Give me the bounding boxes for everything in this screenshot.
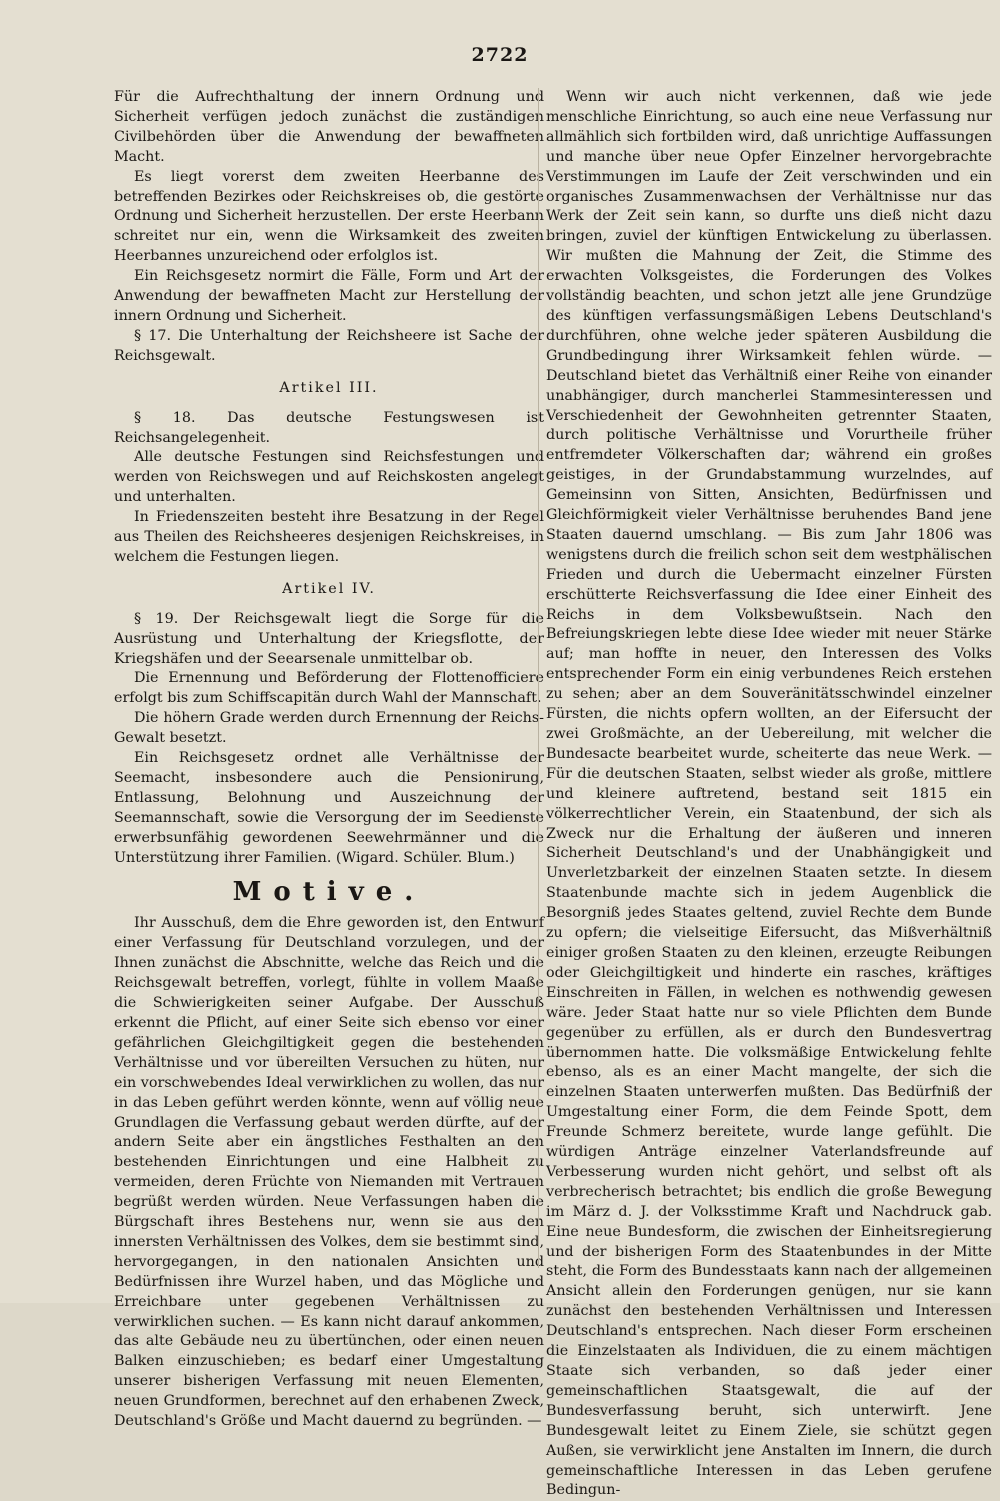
paragraph: Ihr Ausschuß, dem die Ehre geworden ist, den Entwurf einer Verfassung für Deutschland vorzulegen, und der Ihnen zunächst die Abschnitte, welche das Reich und die Reichsgewalt betreffen, vorlegt, fühlte in vollem Maaße die Schwierigkeiten seiner Aufgabe. Der Ausschuß erkennt die Pflicht, auf einer Seite sich ebenso vor einer gefährlichen Gleichgiltigkeit gegen die bestehenden Verhältnisse und vor übereilten Versuchen zu hüten, nur ein vorschwebendes Ideal verwirklichen zu wollen, das nur in das Leben geführt werden könnte, wenn auf völlig neue Grundlagen die Verfassung gebaut werden dürfte, auf der andern Seite aber ein ängstliches Festhalten an den bestehenden Einrichtungen und eine Halbheit zu vermeiden, deren Früchte von Niemanden mit Vertrauen begrüßt werden würden. Neue Verfassungen haben die Bürgschaft ihres Bestehens nur, wenn sie aus den innersten Verhältnissen des Volkes, dem sie bestimmt sind, hervorgegangen, in den nationalen Ansichten und Bedürfnissen ihre Wurzel haben, und das Mögliche und Erreichbare unter gegebenen Verhältnissen zu verwirklichen suchen. — Es kann nicht darauf ankommen, das alte Gebäude neu zu übertünchen, oder einen neuen Balken einzuschieben; es bedarf einer Umgestaltung unserer bisherigen Verfassung mit neuen Elementen, neuen Grundformen, berechnet auf den erhabenen Zweck, Deutschland's Größe und Macht dauernd zu begründen. —	[114, 915, 544, 1430]
paragraph: Alle deutsche Festungen sind Reichsfestungen und werden von Reichswegen und auf Reichskosten angelegt und unterhalten.	[114, 449, 544, 506]
paragraph: Es liegt vorerst dem zweiten Heerbanne des betreffenden Bezirkes oder Reichskreises ob, die gestörte Ordnung und Sicherheit herzustellen. Der erste Heerbann schreitet nur ein, wenn die Wirksamkeit des zweiten Heerbannes unzureichend oder erfolglos ist.	[114, 168, 544, 265]
page-number: 2722	[471, 44, 529, 66]
paragraph: Wenn wir auch nicht verkennen, daß wie jede menschliche Einrichtung, so auch eine neue Verfassung nur allmählich sich fortbilden wird, daß unrichtige Auffassungen und manche über neue Opfer Einzelner hervorgebrachte Verstimmungen im Laufe der Zeit verschwinden und ein organisches Zusammenwachsen der Verhältnisse nur das Werk der Zeit sein kann, so durfte uns dieß nicht dazu bringen, zuviel der künftigen Entwickelung zu überlassen. Wir mußten die Mahnung der Zeit, die Stimme des erwachten Volksgeistes, die Forderungen des Volkes vollständig beachten, und schon jetzt alle jene Grundzüge des künftigen verfassungsmäßigen Lebens Deutschland's durchführen, ohne welche jeder späteren Ausbildung die Grundbedingung ihrer Wirksamkeit fehlen würde. — Deutschland bietet das Verhältniß einer Reihe von einander unabhängiger, durch mancherlei Stammesinteressen und Verschiedenheit der Gewohnheiten getrennter Staaten, durch politische Verhältnisse und Vorurtheile früher entfremdeter Völkerschaften dar; während ein großes geistiges, in der Grundabstammung wurzelndes, auf Gemeinsinn von Sitten, Ansichten, Bedürfnissen und Gleichförmigkeit vieler Verhältnisse beruhendes Band jene Staaten dauernd umschlang. — Bis zum Jahr 1806 was wenigstens durch die freilich schon seit dem westphälischen Frieden und durch die Uebermacht einzelner Fürsten erschütterte Reichsverfassung die Idee einer Einheit des Reichs in dem Volksbewußtsein. Nach den Befreiungskriegen lebte diese Idee wieder mit neuer Stärke auf; man hoffte in neuer, den Interessen des Volks entsprechender Form ein einig verbundenes Reich erstehen zu sehen; aber an dem Souveränitätsschwindel einzelner Fürsten, die nichts opfern wollten, an der Eifersucht der zwei Großmächte, an der Uebereilung, mit welcher die Bundesacte bearbeitet wurde, scheiterte das neue Werk. — Für die deutschen Staaten, selbst wieder als große, mittlere und kleinere auftretend, bestand seit 1815 ein völkerrechtlicher Verein, ein Staatenbund, der sich als Zweck nur die Erhaltung der äußeren und inneren Sicherheit Deutschland's und der Unabhängigkeit und Unverletzbarkeit der einzelnen Staaten setzte. In diesem Staatenbunde machte sich in jedem Augenblick die Besorgniß jedes Staates geltend, zuviel Rechte dem Bunde zu opfern; die vielseitige Eifersucht, das Mißverhältniß einiger großen Staaten zu den kleinen, erzeugte Reibungen oder Gleichgiltigkeit und hinderte ein rasches, kräftiges Einschreiten in Fällen, in welchen es nothwendig gewesen wäre. Jeder Staat hatte nur so viele Pflichten dem Bunde gegenüber zu erfüllen, als er durch den Bundesvertrag übernommen hatte. Die volksmäßige Entwickelung fehlte ebenso, als es an einer Macht mangelte, der sich die einzelnen Staaten unterwerfen mußten. Das Bedürfniß der Umgestaltung einer Form, die dem Feinde Spott, dem Freunde Schmerz bereitete, wurde lange gefühlt. Die würdigen Anträge einzelner Vaterlandsfreunde auf Verbesserung wurden nicht gehört, und selbst oft als verbrecherisch betrachtet; bis endlich die große Bewegung im März d. J. der Volksstimme Kraft und Nachdruck gab. Eine neue Bundesform, die zwischen der Einheitsregierung und der bisherigen Form des Staatenbundes in der Mitte steht, die Form des Bundesstaats kann nach der allgemeinen Ansicht allein den Forderungen genügen, nur sie kann zunächst den bestehenden Verhältnissen und Interessen Deutschland's entsprechen. Nach dieser Form erscheinen die Einzelstaaten als Individuen, die zu einem mächtigen Staate sich verbanden, so daß jeder einer gemeinschaftlichen Staatsgewalt, die auf der Bundesverfassung beruht, sich unterwirft. Jene Bundesgewalt leitet zu Einem Ziele, sie schützt gegen Außen, sie verwirklicht jene Anstalten im Innern, die durch gemeinschaftliche Interessen in das Leben gerufene Bedingun-	[546, 89, 992, 1499]
paragraph: In Friedenszeiten besteht ihre Besatzung in der Regel aus Theilen des Reichsheeres desjenigen Reichskreises, in welchem die Festungen liegen.	[114, 509, 544, 565]
right-column	[546, 88, 992, 1501]
paragraph: § 17. Die Unterhaltung der Reichsheere ist Sache der Reichsgewalt.	[114, 327, 544, 364]
paragraph: § 18. Das deutsche Festungswesen ist Reichsangelegenheit.	[114, 409, 544, 446]
paragraph: Ein Reichsgesetz normirt die Fälle, Form und Art der Anwendung der bewaffneten Macht zur Herstellung der innern Ordnung und Sicherheit.	[114, 268, 544, 324]
left-column	[114, 88, 544, 1432]
paragraph: Für die Aufrechthaltung der innern Ordnung und Sicherheit verfügen jedoch zunächst die zuständigen Civilbehörden über die Anwendung der bewaffneten Macht.	[114, 89, 544, 165]
paragraph: Die Ernennung und Beförderung der Flottenofficiere erfolgt bis zum Schiffscapitän durch Wahl der Mannschaft.	[114, 670, 544, 707]
article-heading: Artikel IV.	[282, 580, 376, 597]
motive-heading: Motive.	[232, 876, 426, 907]
paragraph: Ein Reichsgesetz ordnet alle Verhältnisse der Seemacht, insbesondere auch die Pensionirung, Entlassung, Belohnung und Auszeichnung der Seemannschaft, sowie die Versorgung der im Seedienste erwerbsunfähig gewordenen Seewehrmänner und die Unterstützung ihrer Familien. (Wigard. Schüler. Blum.)	[114, 750, 544, 866]
paragraph: Die höhern Grade werden durch Ernennung der Reichs-Gewalt besetzt.	[114, 710, 544, 747]
paragraph: § 19. Der Reichsgewalt liegt die Sorge für die Ausrüstung und Unterhaltung der Kriegsflotte, der Kriegshäfen und der Seearsenale unmittelbar ob.	[114, 610, 544, 667]
column-divider	[538, 88, 539, 1268]
article-heading: Artikel III.	[279, 379, 379, 396]
